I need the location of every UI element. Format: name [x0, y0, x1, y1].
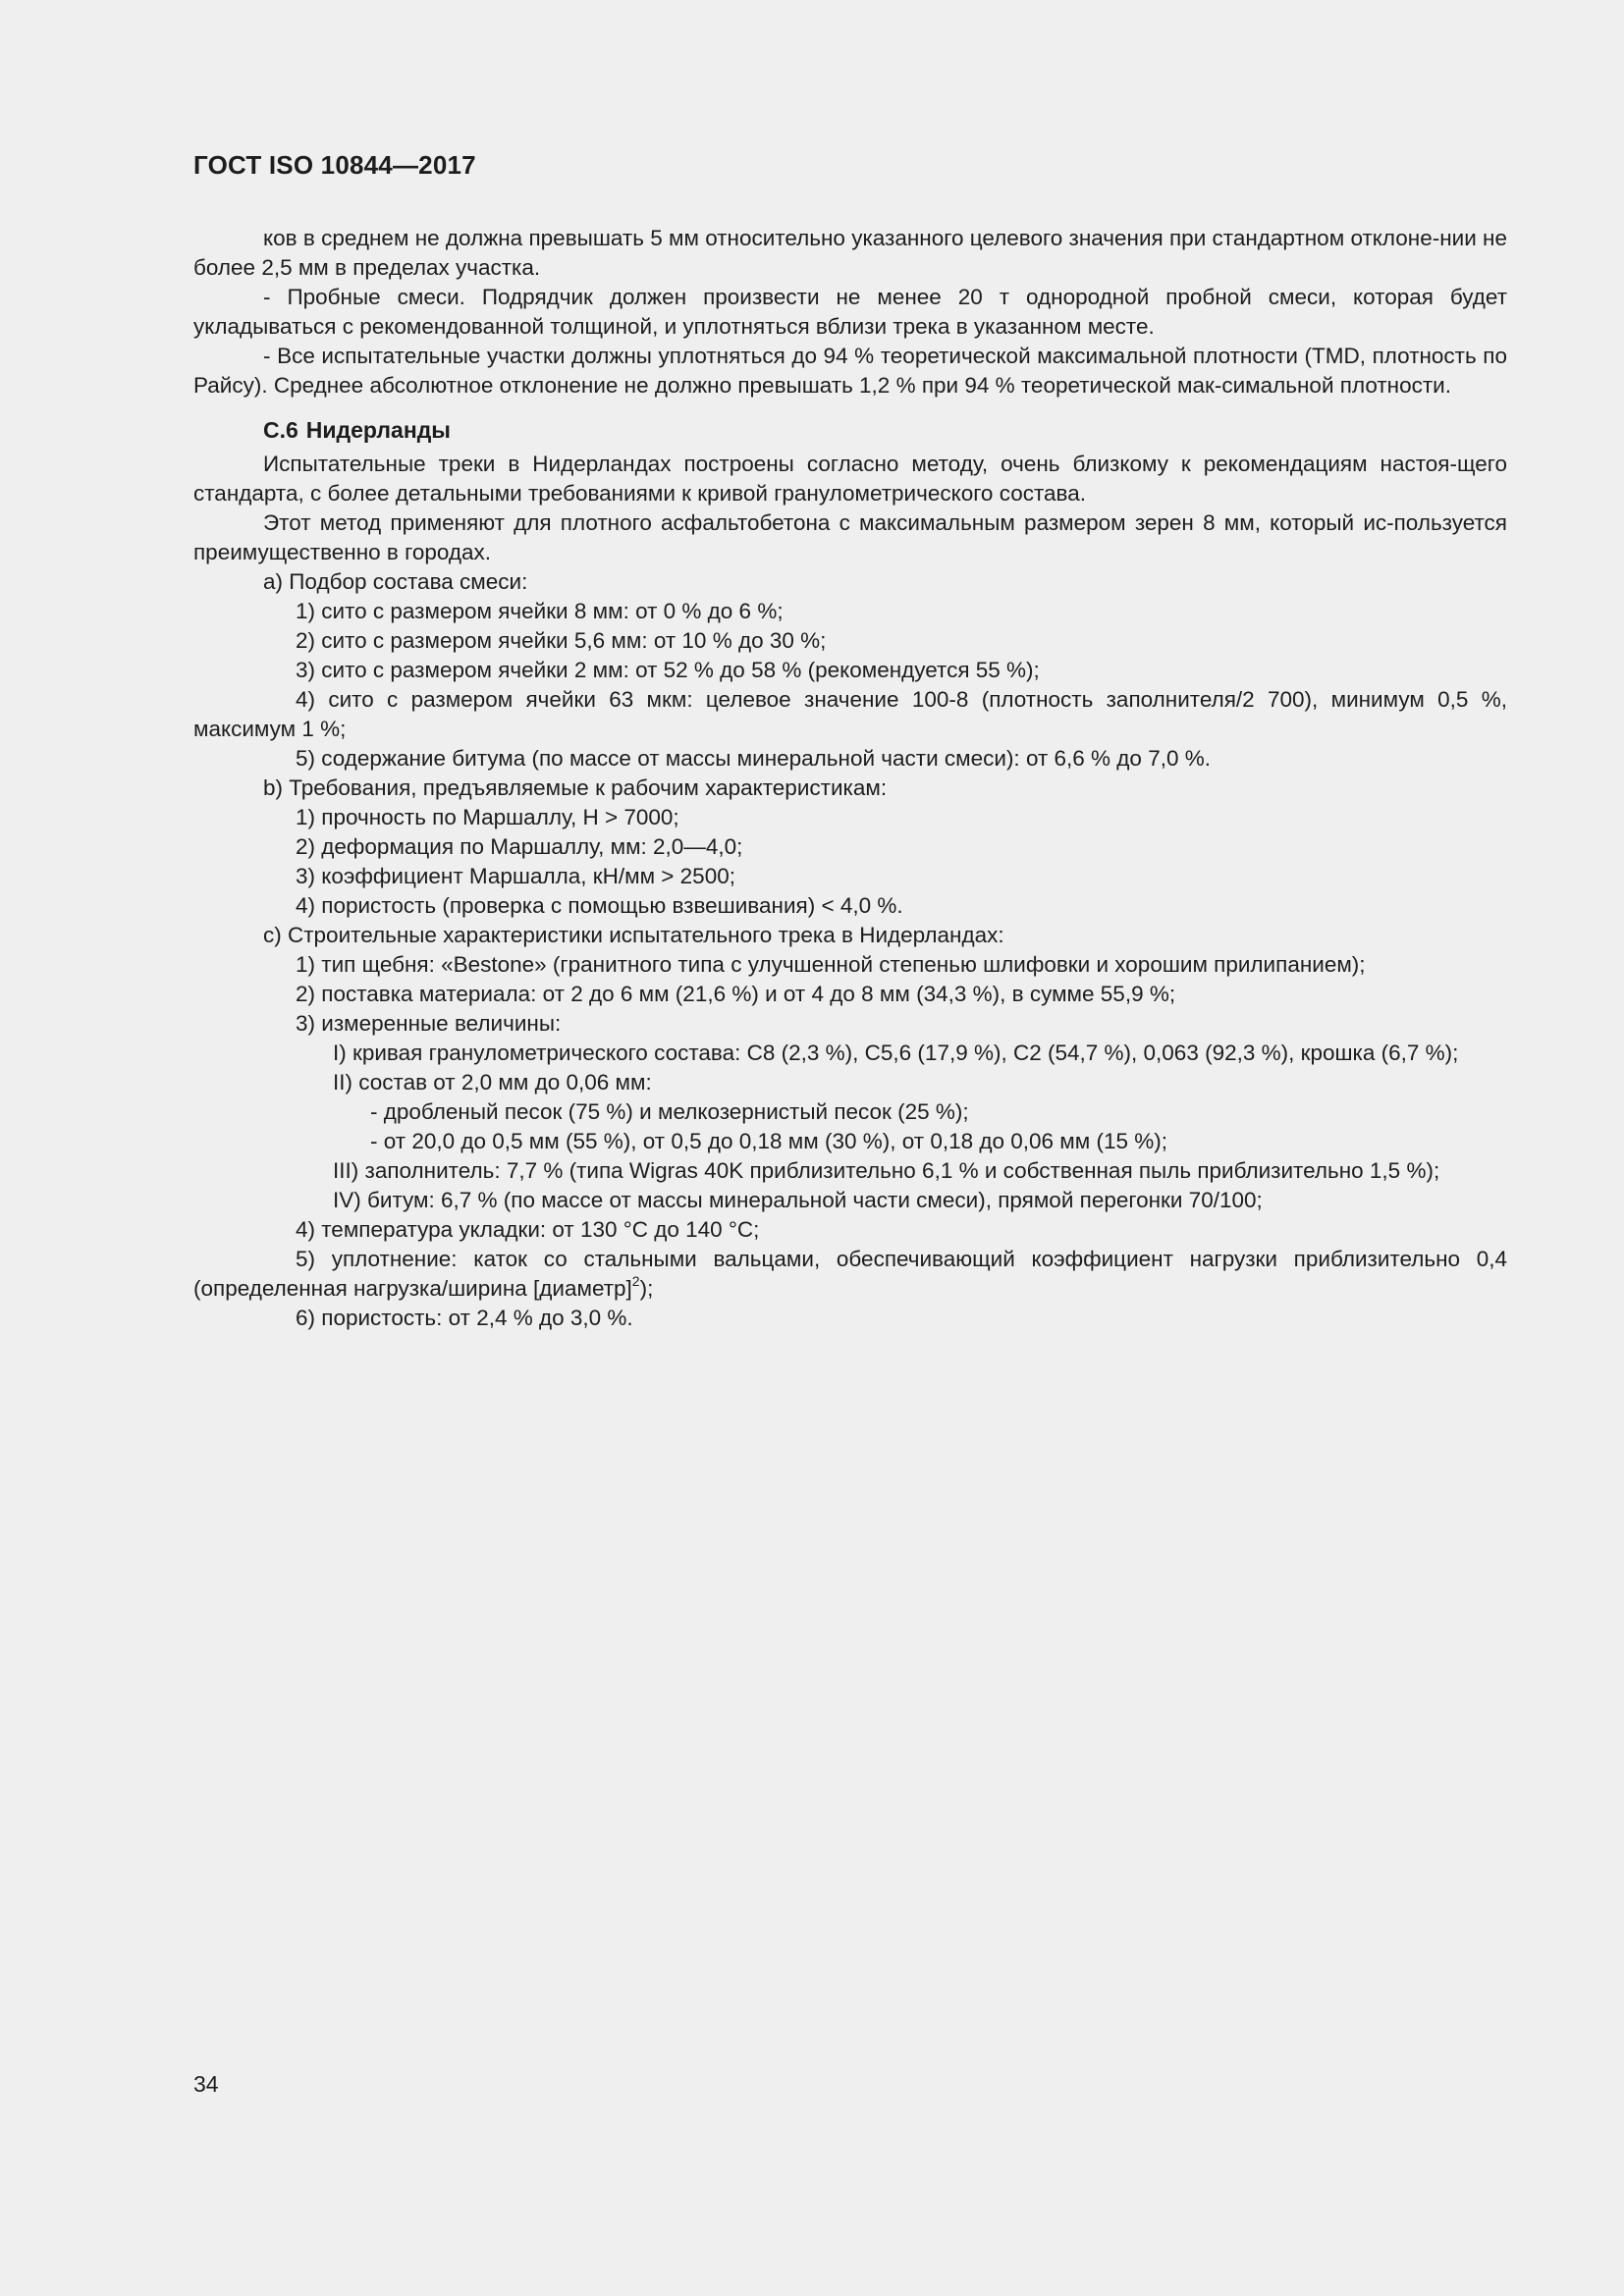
list-c3-item-ii: II) состав от 2,0 мм до 0,06 мм: [333, 1070, 652, 1095]
list-b-item: 1) прочность по Маршаллу, Н > 7000; [296, 805, 679, 829]
list-c-item: 1) тип щебня: «Bestone» (гранитного типа с улучшенной степенью шлифовки и хорошим прилипанием); [296, 952, 1366, 977]
list-c3-subitem: - от 20,0 до 0,5 мм (55 %), от 0,5 до 0,18 мм (30 %), от 0,18 до 0,06 мм (15 %); [370, 1129, 1168, 1153]
compaction-end: ); [639, 1276, 654, 1301]
list-a-item: 1) сито с размером ячейки 8 мм: от 0 % до 6 %; [296, 599, 784, 623]
list-a-item: 5) содержание битума (по массе от массы минеральной части смеси): от 6,6 % до 7,0 %. [296, 746, 1211, 771]
list-c-item: 3) измеренные величины: [296, 1011, 562, 1036]
list-a-item: 2) сито с размером ячейки 5,6 мм: от 10 % до 30 %; [296, 628, 827, 653]
paragraph-test-sections: - Все испытательные участки должны уплотняться до 94 % теоретической максимальной плотности (TMD, плотность по Райсу). Среднее абсолютное отклонение не должно превышать 1,2 % при 94 % теоретической мак-симальной плотности. [193, 344, 1507, 398]
section-heading [193, 415, 1507, 445]
list-c3-item-iii: III) заполнитель: 7,7 % (типа Wigras 40K приблизительно 6,1 % и собственная пыль приблизительно 1,5 %); [333, 1158, 1440, 1183]
list-b-item: 2) деформация по Маршаллу, мм: 2,0—4,0; [296, 834, 743, 859]
list-a-item: 4) сито с размером ячейки 63 мкм: целевое значение 100-8 (плотность заполнителя/2 700), минимум 0,5 %, максимум 1 %; [193, 687, 1507, 741]
list-c-item: 4) температура укладки: от 130 °С до 140 °С; [296, 1217, 760, 1242]
list-b-title: b) Требования, предъявляемые к рабочим характеристикам: [263, 775, 888, 800]
superscript-2: 2 [631, 1272, 640, 1289]
document-body [193, 224, 1507, 1333]
list-a-item: 3) сито с размером ячейки 2 мм: от 52 % до 58 % (рекомендуется 55 %); [296, 658, 1040, 682]
page-number: 34 [193, 2071, 219, 2097]
paragraph-trial-mixes: - Пробные смеси. Подрядчик должен произвести не менее 20 т однородной пробной смеси, которая будет укладываться с рекомендованной толщиной, и уплотняться вблизи трека в указанном месте. [193, 285, 1507, 339]
list-b-item: 3) коэффициент Маршалла, кН/мм > 2500; [296, 864, 735, 888]
list-c-item: 6) пористость: от 2,4 % до 3,0 %. [296, 1306, 633, 1330]
compaction-text: 5) уплотнение: каток со стальными вальцами, обеспечивающий коэффициент нагрузки приблизительно 0,4 (определенная нагрузка/ширина [диаметр] [193, 1247, 1507, 1301]
list-b-item: 4) пористость (проверка с помощью взвешивания) < 4,0 %. [296, 893, 903, 918]
paragraph-method: Этот метод применяют для плотного асфальтобетона с максимальным размером зерен 8 мм, который ис-пользуется преимущественно в городах. [193, 510, 1507, 564]
list-c-item-compaction [193, 1245, 1507, 1304]
section-title: Нидерланды [305, 417, 451, 443]
paragraph-netherlands-intro: Испытательные треки в Нидерландах построены согласно методу, очень близкому к рекомендациям настоя-щего стандарта, с более детальными требованиями к кривой гранулометрического состава. [193, 452, 1507, 506]
list-c3-item-iv: IV) битум: 6,7 % (по массе от массы минеральной части смеси), прямой перегонки 70/100; [333, 1188, 1263, 1212]
list-c-item: 2) поставка материала: от 2 до 6 мм (21,6 %) и от 4 до 8 мм (34,3 %), в сумме 55,9 %; [296, 982, 1176, 1006]
list-c-title: c) Строительные характеристики испытательного трека в Нидерландах: [263, 923, 1004, 947]
list-c3-subitem: - дробленый песок (75 %) и мелкозернистый песок (25 %); [370, 1099, 969, 1124]
document-header: ГОСТ ISO 10844—2017 [193, 150, 476, 180]
section-number: С.6 [263, 417, 298, 443]
paragraph-continuation: ков в среднем не должна превышать 5 мм относительно указанного целевого значения при стандартном отклоне-нии не более 2,5 мм в пределах участка. [193, 226, 1507, 280]
list-a-title: a) Подбор состава смеси: [263, 569, 528, 594]
list-c3-item-i: I) кривая гранулометрического состава: С8 (2,3 %), С5,6 (17,9 %), С2 (54,7 %), 0,063 (92,3 %), крошка (6,7 %); [333, 1041, 1459, 1065]
